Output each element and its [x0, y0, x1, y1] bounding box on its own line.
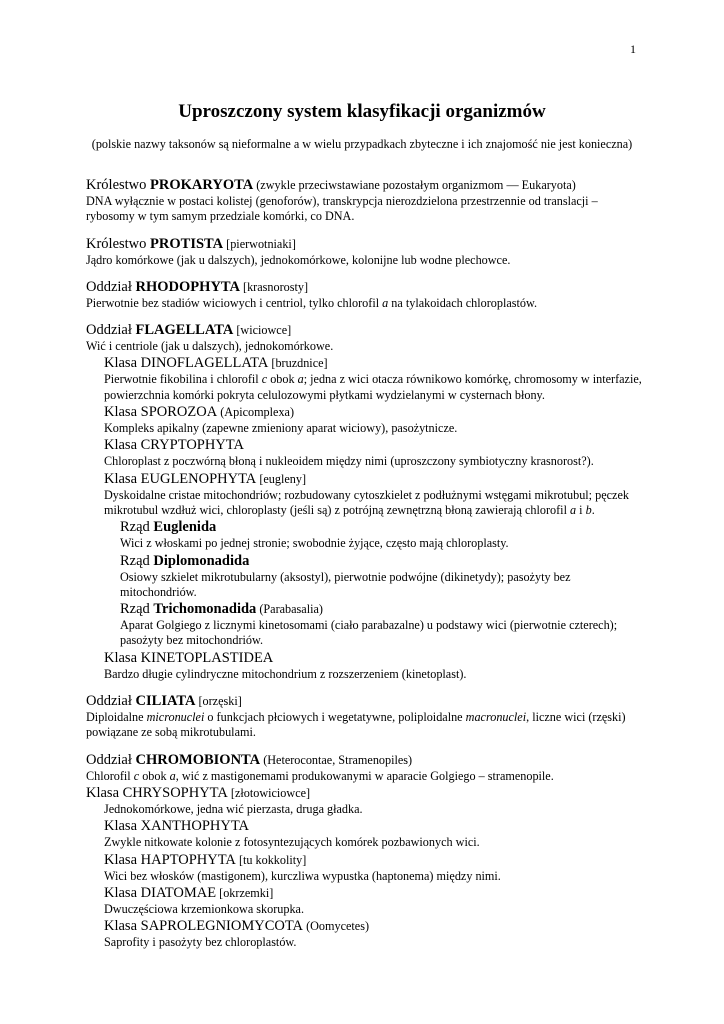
description-segment: a: [570, 502, 577, 517]
taxon-name: CHROMOBIONTA: [135, 751, 261, 768]
taxon-description: [86, 296, 642, 311]
taxon-entry: [86, 552, 642, 601]
taxon-entry: [86, 321, 642, 354]
description-segment: Zwykle nitkowate kolonie z fotosyntezujących komórek pozbawionych wici.: [104, 835, 480, 850]
description-segment: b: [585, 502, 592, 517]
taxon-note: (Apicomplexa): [217, 405, 295, 420]
taxon-heading: [86, 436, 642, 454]
taxon-rank: Klasa KINETOPLASTIDEA: [104, 649, 274, 666]
taxon-rank: Klasa DINOFLAGELLATA: [104, 355, 269, 372]
taxon-description: [86, 667, 642, 682]
classification-list: [86, 176, 642, 950]
taxon-heading: [86, 884, 642, 902]
taxon-rank: Oddział: [86, 751, 136, 768]
taxon-description: [86, 339, 642, 354]
taxon-name: CILIATA: [135, 693, 196, 710]
taxon-heading: [86, 552, 642, 570]
taxon-heading: [86, 278, 642, 296]
taxon-description: [86, 536, 642, 551]
taxon-rank: Rząd: [120, 601, 154, 618]
description-segment: Wici z włoskami po jednej stronie; swobodnie żyjące, często mają chloroplasty.: [120, 536, 509, 551]
taxon-description: [86, 835, 642, 850]
taxon-description: [86, 253, 642, 268]
description-segment: Wici bez włosków (mastigonem), kurczliwa wypustka (haptonema) między nimi.: [104, 868, 501, 883]
taxon-name: Trichomonadida: [153, 601, 257, 618]
taxon-heading: [86, 917, 642, 935]
description-segment: Chloroplast z poczwórną błoną i nukleoidem między nimi (uproszczony symbiotyczny krasnorost?).: [104, 454, 594, 469]
taxon-heading: [86, 600, 642, 618]
taxon-description: [86, 902, 642, 917]
taxon-rank: Rząd: [120, 519, 154, 536]
taxon-entry: [86, 692, 642, 741]
taxon-description: [86, 421, 642, 436]
taxon-description: [86, 710, 642, 741]
description-segment: DNA wyłącznie w postaci kolistej (genoforów), transkrypcja nierozdzielona przestrzennie od translacji – rybosomy w tym samym przedziale komórki, co DNA.: [86, 194, 598, 224]
page-subtitle: (polskie nazwy taksonów są nieformalne a w wielu przypadkach zbyteczne i ich znajomość nie jest konieczna): [91, 137, 633, 151]
taxon-heading: [86, 403, 642, 421]
taxon-rank: Oddział: [86, 322, 136, 339]
taxon-heading: [86, 354, 642, 372]
taxon-rank: Klasa SAPROLEGNIOMYCOTA: [104, 918, 304, 935]
taxon-note: [tu kokkolity]: [235, 852, 307, 867]
taxon-entry: [86, 817, 642, 850]
taxon-heading: [86, 235, 642, 253]
taxon-heading: [86, 751, 642, 769]
taxon-description: [86, 488, 642, 519]
taxon-name: FLAGELLATA: [135, 322, 234, 339]
description-segment: , liczne wici (rzęski) powiązane ze sobą mikrotubulami.: [86, 710, 626, 740]
taxon-note: [orzęski]: [195, 694, 242, 709]
description-segment: a: [382, 295, 389, 310]
taxon-description: [86, 570, 642, 601]
description-segment: micronuclei: [146, 710, 205, 725]
page-number: 1: [630, 42, 636, 56]
description-segment: o funkcjach płciowych i wegetatywne, poliploidalne: [204, 710, 466, 725]
taxon-name: Euglenida: [153, 519, 217, 536]
description-segment: c: [261, 372, 268, 387]
taxon-rank: Klasa EUGLENOPHYTA: [104, 470, 257, 487]
description-segment: Chlorofil: [86, 768, 134, 783]
taxon-description: [86, 454, 642, 469]
taxon-note: [złotowiciowce]: [227, 785, 311, 800]
taxon-heading: [86, 692, 642, 710]
taxon-rank: Klasa DIATOMAE: [104, 884, 217, 901]
taxon-description: [86, 769, 642, 784]
description-segment: Jądro komórkowe (jak u dalszych), jednokomórkowe, kolonijne lub wodne plechowce.: [86, 252, 511, 267]
description-segment: obok: [267, 372, 298, 387]
taxon-note: [pierwotniaki]: [223, 236, 296, 251]
description-segment: Jednokomórkowe, jedna wić pierzasta, druga gładka.: [104, 801, 363, 816]
taxon-entry: [86, 278, 642, 311]
description-segment: Dyskoidalne cristae mitochondriów; rozbudowany cytoszkielet z podłużnymi wstęgami mikrotubul; pęczek mikrotubul wzdłuż wici, chloroplasty (jeśli są) z potrójną zewnętrzną błoną zawierają chlorofil: [104, 487, 629, 517]
taxon-name: PROKARYOTA: [150, 177, 254, 193]
taxon-rank: Klasa HAPTOPHYTA: [104, 851, 236, 868]
taxon-note: [wiciowce]: [233, 323, 292, 338]
description-segment: , wić z mastigonemami produkowanymi w aparacie Golgiego – stramenopile.: [175, 768, 554, 783]
taxon-entry: [86, 751, 642, 784]
taxon-note: [krasnorosty]: [239, 279, 309, 294]
taxon-entry: [86, 784, 642, 817]
description-segment: macronuclei: [465, 710, 527, 725]
taxon-entry: [86, 518, 642, 551]
taxon-rank: Klasa CHRYSOPHYTA: [86, 784, 228, 801]
description-segment: a: [297, 372, 304, 387]
taxon-description: [86, 802, 642, 817]
description-segment: Bardzo długie cylindryczne mitochondrium z rozszerzeniem (kinetoplast).: [104, 666, 467, 681]
description-segment: obok: [139, 768, 170, 783]
taxon-entry: [86, 403, 642, 436]
taxon-rank: Klasa SPOROZOA: [104, 404, 218, 421]
description-segment: Kompleks apikalny (zapewne zmieniony aparat wiciowy), pasożytnicze.: [104, 421, 458, 436]
taxon-entry: [86, 851, 642, 884]
taxon-note: [bruzdnice]: [268, 356, 328, 371]
description-segment: na tylakoidach chloroplastów.: [388, 295, 538, 310]
taxon-heading: [86, 851, 642, 869]
description-segment: Saprofity i pasożyty bez chloroplastów.: [104, 935, 297, 950]
taxon-note: [eugleny]: [256, 471, 307, 486]
taxon-rank: Królestwo: [86, 177, 151, 193]
taxon-heading: [86, 649, 642, 667]
taxon-heading: [86, 817, 642, 835]
description-segment: Wić i centriole (jak u dalszych), jednokomórkowe.: [86, 339, 334, 354]
taxon-note: (Parabasalia): [256, 602, 323, 617]
description-segment: Pierwotnie bez stadiów wiciowych i centriol, tylko chlorofil: [86, 295, 383, 310]
description-segment: Diploidalne: [86, 710, 147, 725]
taxon-description: [86, 869, 642, 884]
taxon-rank: Oddział: [86, 278, 136, 295]
taxon-rank: Klasa CRYPTOPHYTA: [104, 437, 244, 454]
taxon-entry: [86, 600, 642, 649]
taxon-heading: [86, 321, 642, 339]
taxon-description: [86, 935, 642, 950]
description-segment: Dwuczęściowa krzemionkowa skorupka.: [104, 901, 305, 916]
taxon-description: [86, 372, 642, 403]
taxon-heading: [86, 176, 642, 194]
taxon-rank: Królestwo: [86, 235, 151, 252]
taxon-entry: [86, 917, 642, 950]
description-segment: Pierwotnie fikobilina i chlorofil: [104, 372, 262, 387]
taxon-note: [okrzemki]: [216, 885, 274, 900]
taxon-rank: Rząd: [120, 552, 154, 569]
taxon-entry: [86, 176, 642, 225]
taxon-entry: [86, 235, 642, 268]
description-segment: c: [133, 768, 140, 783]
description-segment: ; jedna z wici otacza równikowo komórkę, chromosomy w interfazie, powierzchnia komórki pokryta celulozowymi płytkami wydzielanymi w cysternach błony.: [104, 372, 642, 402]
taxon-entry: [86, 436, 642, 469]
description-segment: Osiowy szkielet mikrotubularny (aksostyl), pierwotnie podwójne (dikinetydy); pasożyty bez mitochondriów.: [120, 569, 571, 599]
taxon-note: (Heterocontae, Stramenopiles): [260, 752, 413, 767]
description-segment: .: [591, 502, 595, 517]
taxon-name: PROTISTA: [150, 235, 224, 252]
taxon-rank: Oddział: [86, 693, 136, 710]
taxon-rank: Klasa XANTHOPHYTA: [104, 818, 250, 835]
taxon-heading: [86, 518, 642, 536]
taxon-entry: [86, 354, 642, 403]
description-segment: i: [576, 502, 586, 517]
taxon-entry: [86, 884, 642, 917]
taxon-entry: [86, 470, 642, 519]
taxon-name: Diplomonadida: [153, 552, 250, 569]
taxon-heading: [86, 470, 642, 488]
taxon-heading: [86, 784, 642, 802]
description-segment: Aparat Golgiego z licznymi kinetosomami (ciało parabazalne) u podstawy wici (pierwotnie czterech); pasożyty bez mitochondriów.: [120, 618, 618, 648]
description-segment: a: [169, 768, 176, 783]
taxon-description: [86, 618, 642, 649]
taxon-entry: [86, 649, 642, 682]
taxon-name: RHODOPHYTA: [135, 278, 240, 295]
taxon-description: [86, 194, 642, 225]
taxon-note: (Oomycetes): [303, 919, 370, 934]
page-title: Uproszczony system klasyfikacji organizmów: [178, 101, 546, 122]
taxon-note: (zwykle przeciwstawiane pozostałym organizmom — Eukaryota): [253, 178, 576, 192]
